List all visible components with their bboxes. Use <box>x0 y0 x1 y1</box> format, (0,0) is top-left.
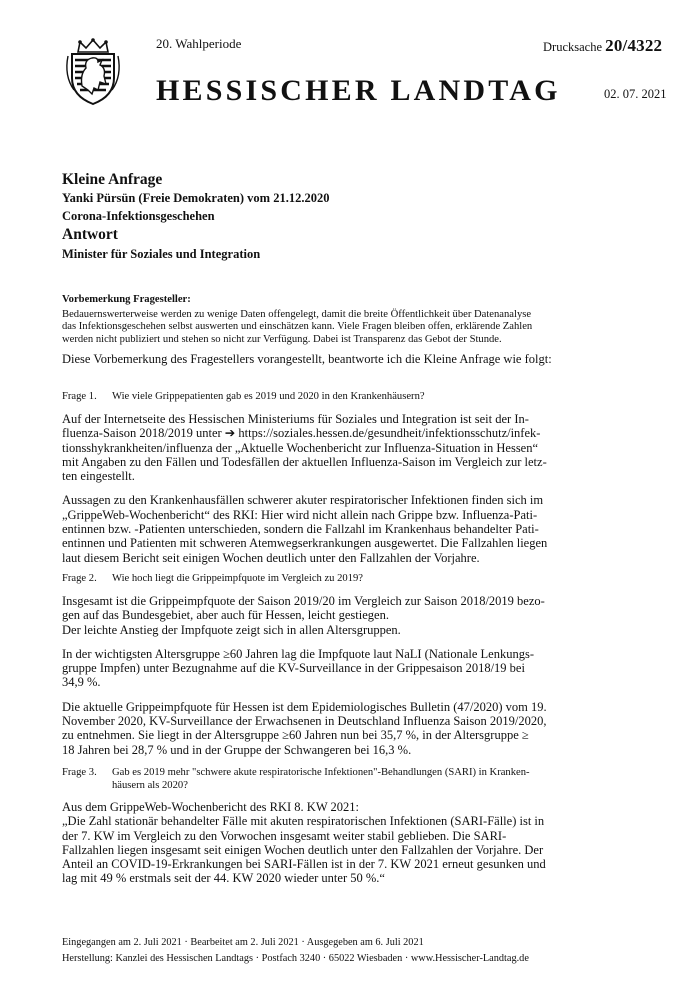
document-heading <box>62 170 642 263</box>
answer-2 <box>62 594 640 767</box>
answer-line: In der wichtigsten Altersgruppe ≥60 Jahren lag die Impfquote laut NaLI (Nationale Lenkungs- <box>62 646 534 661</box>
answer-line: entinnen und Patienten mit schweren Atemwegserkrankungen ausgewertet. Die Fallzahlen liegen <box>62 536 548 551</box>
answer-3 <box>62 800 640 896</box>
answer-line: „Die Zahl stationär behandelter Fälle mit akuten respiratorischen Infektionen (SARI-Fälle) ist in <box>62 814 545 829</box>
footer-imprint: Herstellung: Kanzlei des Hessischen Landtags · Postfach 3240 · 65022 Wiesbaden · www.Hessischer-Landtag.de <box>62 953 529 964</box>
hessen-lion-crest-icon <box>62 38 124 106</box>
answer-line: zu entnehmen. Sie liegt in der Altersgruppe ≥60 Jahren nun bei 35,7 %, in der Altersgruppe ≥ <box>62 728 529 743</box>
page-title: HESSISCHER LANDTAG <box>156 74 561 107</box>
question-label: Frage 1. <box>62 391 97 402</box>
question-text: häusern als 2020? <box>112 779 188 791</box>
answer-line: „GrippeWeb-Wochenbericht“ des RKI: Hier wird nicht allein nach Grippe bzw. Influenza-Pati- <box>62 507 538 522</box>
answer-line: laut diesem Bericht seit einigen Wochen deutlich unter den Fallzahlen der Vorjahre. <box>62 550 480 565</box>
question-label: Frage 2. <box>62 573 97 584</box>
document-type: Kleine Anfrage <box>62 171 163 188</box>
answer-line: entinnen bzw. -Patienten unterschieden, sondern die Fallzahl im Krankenhaus behandelter Pati- <box>62 522 539 537</box>
answer-paragraph <box>62 647 640 690</box>
answer-line: mit Angaben zu den Fällen und Todesfällen der aktuellen Influenza-Saison im Vergleich zur letz- <box>62 454 547 469</box>
answer-line: tionsshykrankheiten/influenza der „Aktuelle Wochenbericht zur Influenza-Situation in Hessen“ <box>62 440 539 455</box>
answer-line: gen auf das Bundesgebiet, aber auch für Hessen, leicht gestiegen. <box>62 608 389 623</box>
answer-line: lag mit 49 % erstmals seit der 44. KW 2020 wieder unter 50 %.“ <box>62 871 385 886</box>
wahlperiode: 20. Wahlperiode <box>156 36 242 51</box>
answer-1 <box>62 412 640 575</box>
question-label: Frage 3. <box>62 767 97 778</box>
minister: Minister für Soziales und Integration <box>62 247 261 261</box>
document-subject: Corona-Infektionsgeschehen <box>62 209 215 223</box>
answer-paragraph <box>62 493 640 564</box>
answer-line: Aussagen zu den Krankenhausfällen schwerer akuter respiratorischer Infektionen finden sich im <box>62 493 544 508</box>
answer-line: 18 Jahren bei 28,7 % und in der Gruppe der Schwangeren bei 16,3 %. <box>62 742 412 757</box>
answer-paragraph <box>62 700 640 757</box>
answer-line: der 7. KW im Vergleich zu den Vorwochen insgesamt weiter stabil geblieben. Die SARI- <box>62 828 507 843</box>
vorbemerkung-line: Bedauernswerterweise werden zu wenige Daten offengelegt, damit die breite Öffentlichkeit über Datenanalyse <box>62 309 532 321</box>
answer-line: Aus dem GrippeWeb-Wochenbericht des RKI 8. KW 2021: <box>62 800 359 814</box>
answer-line: Insgesamt ist die Grippeimpfquote der Saison 2019/20 im Vergleich zur Saison 2018/2019 bezo- <box>62 594 545 608</box>
answer-label: Antwort <box>62 226 118 243</box>
vorbemerkung-line: werden nicht publiziert und stehen so nicht zur Verfügung. Dabei ist Transparenz das Gebot der Stunde. <box>62 333 502 345</box>
document-author: Yanki Pürsün (Freie Demokraten) vom 21.12.2020 <box>62 191 330 205</box>
answer-line: fluenza-Saison 2018/2019 unter ➔ https://soziales.hessen.de/gesundheit/infektionsschutz/infek- <box>62 426 541 441</box>
vorbemerkung-title: Vorbemerkung Fragesteller: <box>62 294 191 305</box>
answer-paragraph <box>62 800 640 886</box>
answer-line: Die aktuelle Grippeimpfquote für Hessen ist dem Epidemiologisches Bulletin (47/2020) vom 19. <box>62 699 547 714</box>
footer-dates: Eingegangen am 2. Juli 2021 · Bearbeitet am 2. Juli 2021 · Ausgegeben am 6. Juli 2021 <box>62 937 424 948</box>
intro-text: Diese Vorbemerkung des Fragestellers vorangestellt, beantworte ich die Kleine Anfrage wie folgt: <box>62 352 552 366</box>
question-2 <box>62 573 640 586</box>
answer-line: 34,9 %. <box>62 675 101 690</box>
question-text: Gab es 2019 mehr "schwere akute respiratorische Infektionen"-Behandlungen (SARI) in Kranken- <box>112 767 530 778</box>
vorbemerkung <box>62 294 640 346</box>
answer-line: Anteil an COVID-19-Erkrankungen bei SARI-Fällen ist in der 7. KW 2021 erneut gesunken und <box>62 857 546 872</box>
drucksache-number: 20/4322 <box>605 36 663 55</box>
drucksache-label: Drucksache <box>543 40 602 54</box>
question-1 <box>62 391 640 404</box>
question-text: Wie hoch liegt die Grippeimpfquote im Vergleich zu 2019? <box>112 573 364 584</box>
answer-paragraph <box>62 412 640 483</box>
answer-line: Auf der Internetseite des Hessischen Ministeriums für Soziales und Integration ist seit der In- <box>62 412 529 426</box>
answer-paragraph <box>62 594 640 637</box>
answer-line: ten eingestellt. <box>62 469 135 484</box>
drucksache <box>543 36 662 56</box>
answer-line: Der leichte Anstieg der Impfquote zeigt sich in allen Altersgruppen. <box>62 622 401 637</box>
answer-line: November 2020, KV-Surveillancе der Erwachsenen in Deutschland Influenza Saison 2019/2020, <box>62 714 547 729</box>
question-3 <box>62 767 640 792</box>
question-text: Wie viele Grippepatienten gab es 2019 und 2020 in den Krankenhäusern? <box>112 391 425 402</box>
vorbemerkung-line: das Infektionsgeschehen selbst auswerten und einschätzen kann. Viele Fragen bleiben offen, erklärende Zahlen <box>62 321 533 333</box>
answer-line: gruppe Impfen) unter Bezugnahme auf die KV-Surveillance in der Grippesaison 2018/19 bei <box>62 661 525 676</box>
answer-line: Fallzahlen liegen insgesamt seit einigen Wochen deutlich unter den Fallzahlen der Vorjahre. Der <box>62 842 544 857</box>
document-date: 02. 07. 2021 <box>604 87 667 101</box>
